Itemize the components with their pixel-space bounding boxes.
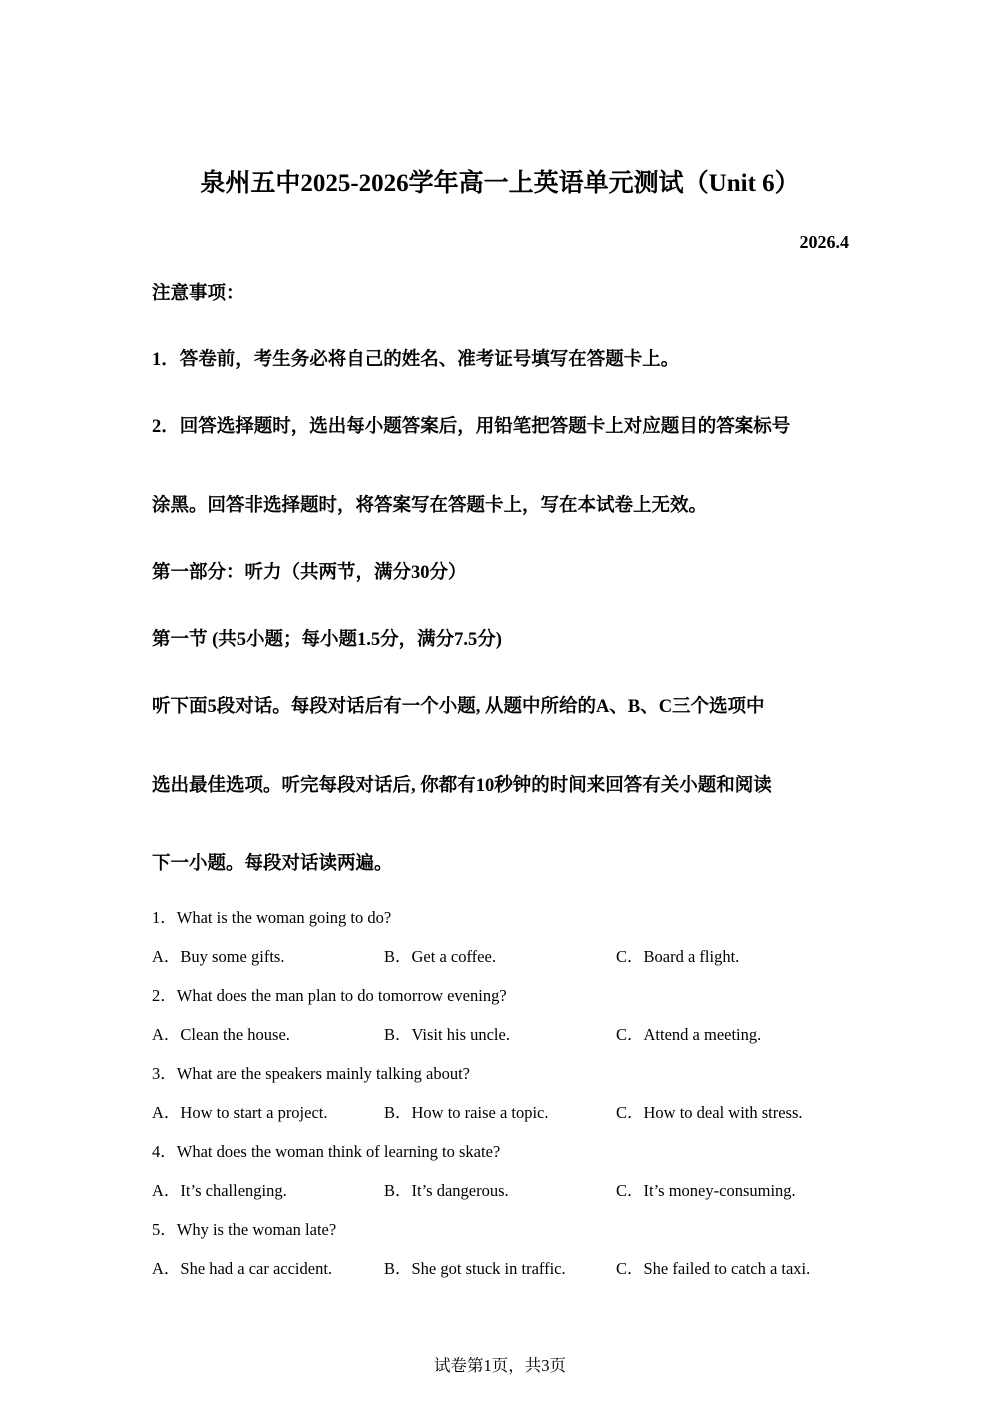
section1-heading: 第一节 (共5小题；每小题1.5分，满分7.5分): [152, 630, 502, 650]
option-c: C．How to deal with stress.: [616, 1103, 803, 1122]
question-stem: 4．What does the woman think of learning to skate?: [152, 1142, 501, 1161]
option-b: B．It’s dangerous.: [384, 1181, 509, 1200]
exam-date: 2026.4: [799, 232, 849, 252]
option-c: C．Attend a meeting.: [616, 1025, 762, 1044]
option-a: A．It’s challenging.: [152, 1181, 287, 1200]
page-title: 泉州五中2025-2026学年高一上英语单元测试（Unit 6）: [200, 170, 800, 197]
option-b: B．Get a coffee.: [384, 947, 496, 966]
question-stem: 5．Why is the woman late?: [152, 1220, 337, 1239]
notice-item-1: 1．答卷前，考生务必将自己的姓名、准考证号填写在答题卡上。: [152, 350, 680, 370]
question-stem: 3．What are the speakers mainly talking about?: [152, 1064, 470, 1083]
option-a: A．Clean the house.: [152, 1025, 290, 1044]
option-a: A．She had a car accident.: [152, 1259, 333, 1278]
notice-heading: 注意事项：: [152, 284, 245, 304]
instruction-line-3: 下一小题。每段对话读两遍。: [152, 854, 393, 874]
option-c: C．Board a flight.: [616, 947, 740, 966]
option-b: B．Visit his uncle.: [384, 1025, 510, 1044]
question-stem: 2．What does the man plan to do tomorrow evening?: [152, 986, 507, 1005]
option-b: B．How to raise a topic.: [384, 1103, 549, 1122]
option-c: C．She failed to catch a taxi.: [616, 1259, 811, 1278]
option-c: C．It’s money-consuming.: [616, 1181, 796, 1200]
question-stem: 1．What is the woman going to do?: [152, 908, 392, 927]
part1-heading: 第一部分：听力（共两节，满分30分）: [152, 563, 467, 583]
notice-item-2-line-1: 2．回答选择题时，选出每小题答案后，用铅笔把答题卡上对应题目的答案标号: [152, 417, 791, 437]
notice-item-2-line-2: 涂黑。回答非选择题时，将答案写在答题卡上，写在本试卷上无效。: [152, 496, 708, 516]
option-a: A．Buy some gifts.: [152, 947, 285, 966]
page-footer: 试卷第1页，共3页: [434, 1356, 566, 1375]
option-b: B．She got stuck in traffic.: [384, 1259, 566, 1278]
instruction-line-1: 听下面5段对话。每段对话后有一个小题, 从题中所给的A、B、C三个选项中: [152, 697, 765, 717]
instruction-line-2: 选出最佳选项。听完每段对话后, 你都有10秒钟的时间来回答有关小题和阅读: [152, 776, 772, 796]
option-a: A．How to start a project.: [152, 1103, 328, 1122]
